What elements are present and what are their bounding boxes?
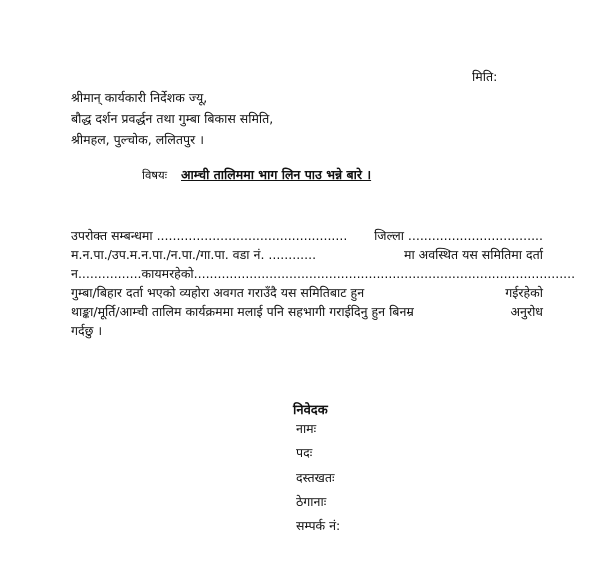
post-label: पदः <box>296 445 313 460</box>
address-label: ठेगानाः <box>296 494 327 509</box>
body-line-5 <box>71 302 543 321</box>
body-line-2 <box>71 245 543 264</box>
body-line-1 <box>71 226 543 245</box>
body-line-4-a: गुम्बा/बिहार दर्ता भएको व्यहोरा अवगत गराउँदै यस समितिबाट हुन <box>71 284 365 300</box>
name-label: नामः <box>296 421 317 436</box>
body-line-2-b: मा अवस्थित यस समितिमा दर्ता <box>403 246 543 262</box>
recipient-line-2: बौद्ध दर्शन प्रवर्द्धन तथा गुम्बा बिकास समिति, <box>71 111 274 126</box>
contact-label: सम्पर्क नं: <box>296 518 341 533</box>
applicant-heading: निवेदक <box>293 403 328 418</box>
body-line-6 <box>71 321 543 340</box>
recipient-line-1: श्रीमान् कार्यकारी निर्देशक ज्यू, <box>71 90 208 105</box>
body-line-5-a: थाङ्का/मूर्ति/आम्ची तालिम कार्यक्रममा मलाई पनि सहभागी गराईदिनु हुन बिनम्र <box>71 303 414 319</box>
body-line-5-b: अनुरोध <box>510 303 543 319</box>
body-line-1-a: उपरोक्त सम्बन्धमा ................................................ <box>71 227 348 243</box>
body-line-1-b: जिल्ला .................................. <box>374 227 543 243</box>
recipient-line-3: श्रीमहल, पुल्चोक, ललितपुर । <box>71 132 204 147</box>
body-line-2-a: म.न.पा./उप.म.न.पा./न.पा./गा.पा. वडा नं. ............ <box>71 246 317 262</box>
body-line-3-text: न................कायमरहेको................................................................................................ <box>71 265 576 281</box>
body-line-4 <box>71 283 543 302</box>
body-line-4-b: गईरहेको <box>505 284 543 300</box>
subject-title: आम्ची तालिममा भाग लिन पाउ भन्ने बारे । <box>181 167 372 182</box>
subject-line <box>142 167 371 183</box>
body-line-3 <box>71 264 576 283</box>
subject-label: विषयः <box>142 168 168 182</box>
body-line-6-text: गर्दछु । <box>71 322 103 338</box>
signature-label: दस्तखतः <box>296 470 335 485</box>
date-label: मिति: <box>472 69 498 84</box>
